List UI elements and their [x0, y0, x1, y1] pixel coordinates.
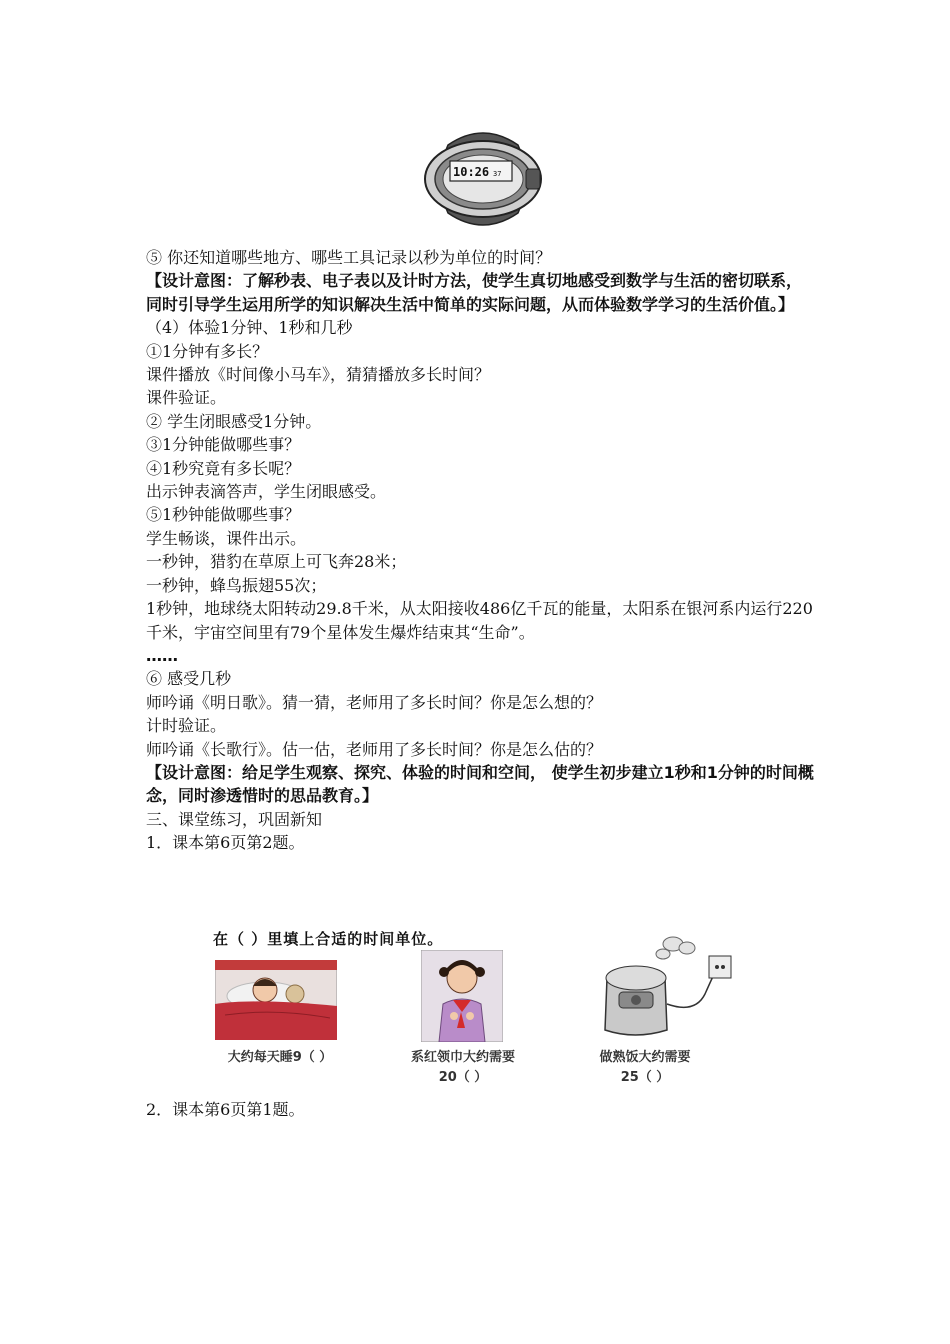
question-5: ⑤ 你还知道哪些地方、哪些工具记录以秒为单位的时间？ — [146, 248, 552, 267]
watch-seconds: 37 — [493, 170, 502, 178]
caption-rice-line1: 做熟饭大约需要 — [599, 1050, 691, 1065]
rice-cooker-image — [595, 934, 745, 1042]
caption-scarf-line2: 20（ ） — [438, 1070, 488, 1085]
step-5-text: 学生畅谈，课件出示。 — [146, 528, 307, 548]
ellipsis: …… — [146, 645, 178, 665]
design-intent-1: 【设计意图：了解秒表、电子表以及计时方法，使学生真切地感受到数学与生活的密切联系，同时引导学生运用所学的知识解决生活中简单的实际问题，从而体验数学学习的生活价值。】 — [146, 271, 803, 314]
step-5: ⑤1秒钟能做哪些事？ — [146, 505, 301, 525]
step-1-verify: 课件验证。 — [146, 388, 227, 408]
exercise-1-heading: 1．课本第6页第2题。 — [146, 833, 305, 853]
watch-display: 10:26 — [453, 165, 490, 179]
step-6-verify: 计时验证。 — [146, 716, 227, 736]
section-4-heading: （4）体验1分钟、1秒和几秒 — [146, 318, 353, 338]
wristwatch-image — [418, 125, 548, 233]
fact-cheetah: 一秒钟，猎豹在草原上可飞奔28米； — [146, 552, 407, 572]
step-1-text: 课件播放《时间像小马车》，猜猜播放多长时间？ — [146, 365, 491, 385]
fact-earth: 1秒钟，地球绕太阳转动29.8千米，从太阳接收486亿千瓦的能量，太阳系在银河系内运行220千米，宇宙空间里有79个星体发生爆炸结束其“生命”。 — [146, 599, 813, 642]
step-4-text: 出示钟表滴答声，学生闭眼感受。 — [146, 482, 387, 502]
red-scarf-girl-image — [421, 950, 503, 1042]
step-2: ② 学生闭眼感受1分钟。 — [146, 411, 322, 431]
step-4: ④1秒究竟有多长呢？ — [146, 458, 301, 478]
step-3: ③1分钟能做哪些事？ — [146, 435, 301, 455]
caption-sleep: 大约每天睡9（ ） — [227, 1050, 333, 1065]
step-6-text-1: 师吟诵《明日歌》。猜一猜，老师用了多长时间？你是怎么想的？ — [146, 692, 603, 712]
fact-hummingbird: 一秒钟，蜂鸟振翅55次； — [146, 575, 327, 595]
design-intent-2: 【设计意图：给足学生观察、探究、体验的时间和空间， 使学生初步建立1秒和1分钟的时间概念，同时渗透惜时的思品教育。】 — [146, 762, 814, 806]
exercise-2-heading: 2．课本第6页第1题。 — [146, 1100, 305, 1119]
exercise-figure — [205, 928, 765, 1088]
lesson-text — [146, 246, 816, 855]
caption-scarf-line1: 系红领巾大约需要 — [410, 1050, 515, 1065]
sleeping-child-image — [215, 960, 337, 1040]
step-6: ⑥ 感受几秒 — [146, 669, 232, 689]
exercise-title: 在（ ）里填上合适的时间单位。 — [213, 930, 444, 948]
section-3-heading: 三、课堂练习，巩固新知 — [146, 809, 323, 829]
step-1: ①1分钟有多长？ — [146, 341, 269, 361]
caption-rice-line2: 25（ ） — [620, 1070, 670, 1085]
step-6-text-2: 师吟诵《长歌行》。估一估，老师用了多长时间？你是怎么估的？ — [146, 739, 603, 759]
